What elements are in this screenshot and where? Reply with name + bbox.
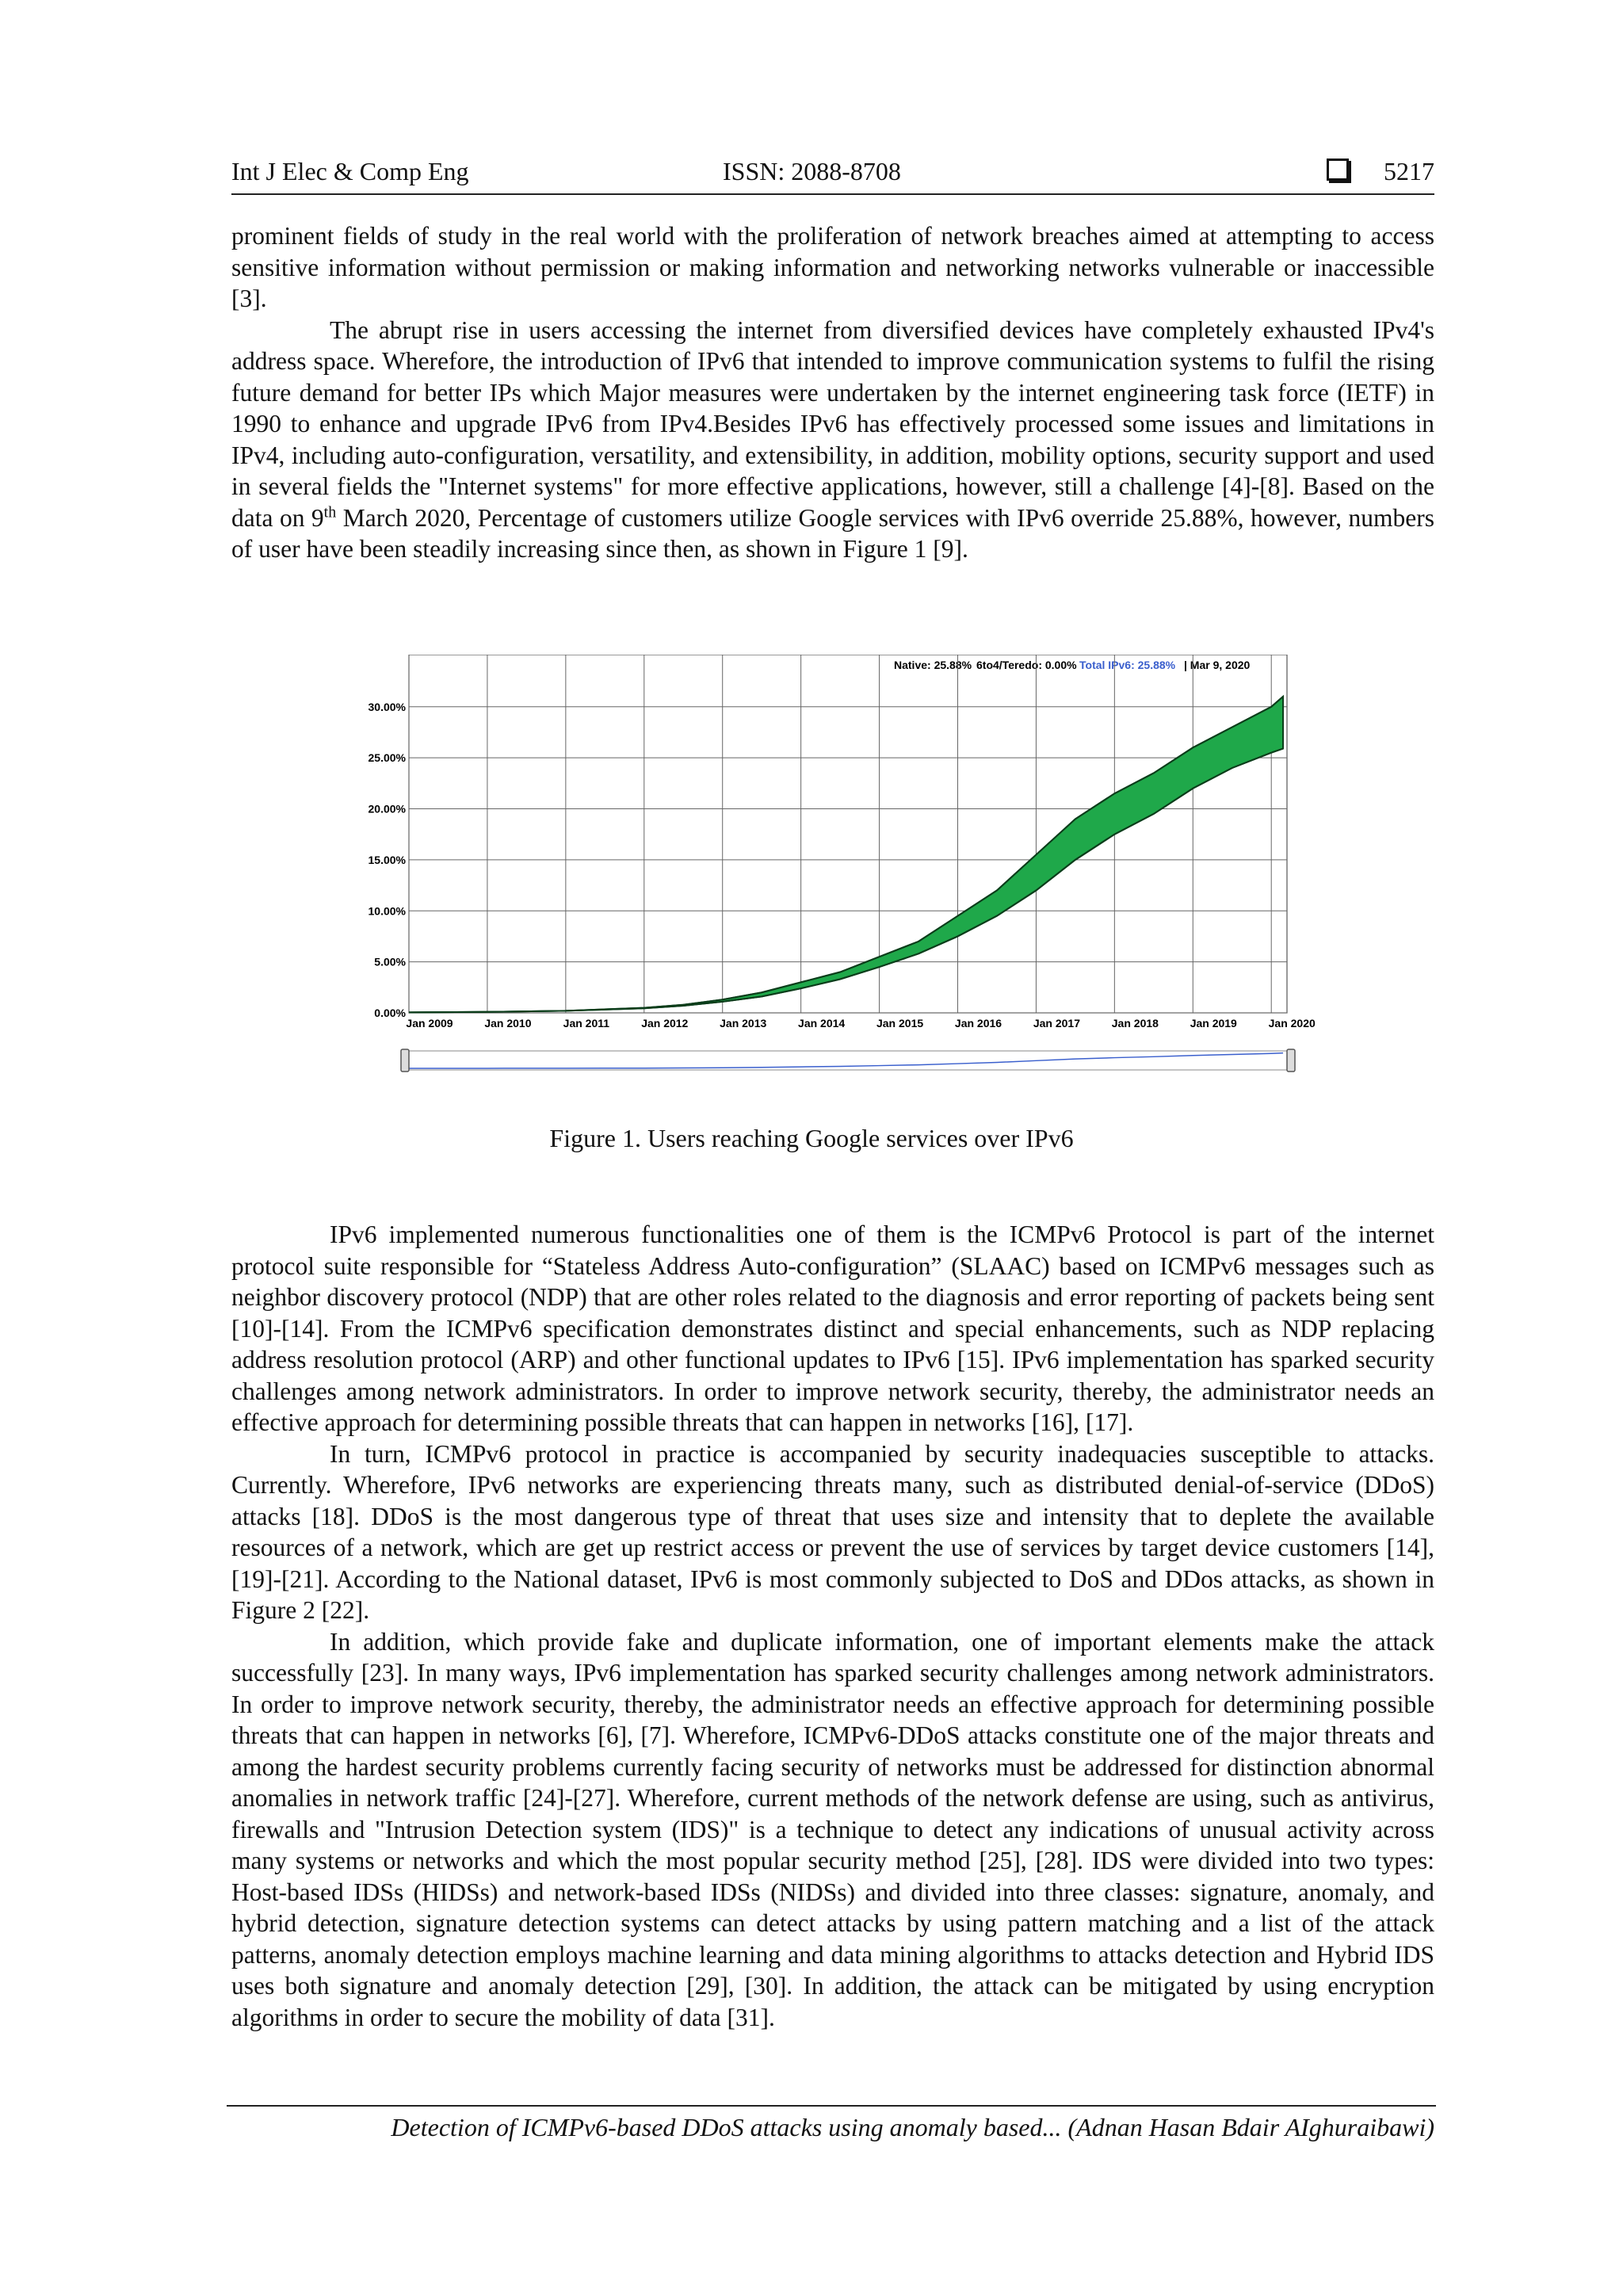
navigator-left-handle[interactable]	[401, 1049, 409, 1072]
ipv6-adoption-chart	[349, 655, 1316, 1098]
navigator-series-line	[409, 1053, 1283, 1068]
x-tick-label: Jan 2016	[954, 1017, 1002, 1030]
superscript: th	[323, 503, 337, 521]
y-tick-label: 25.00%	[368, 751, 406, 765]
series-area-total-ipv6	[409, 697, 1283, 1012]
chart-legend	[894, 659, 1251, 671]
paragraph-text: The abrupt rise in users accessing the internet from diversified devices have completely exhausted IPv4's address space. Wherefore, the introduction of IPv6 that intended to improve communication systems to fulfil the rising future demand for better IPs which Major measures were undertaken by the internet engineering task force (IETF) in 1990 to enhance and upgrade IPv6 from IPv4.Besides IPv6 has effectively processed some issues and limitations in IPv4, including auto-configuration, versatility, and extensibility, in addition, mobility options, security support and used in several fields the "Internet systems" for more effective applications, however, still a challenge [4]-[8]. Based on the data on 9	[231, 315, 1434, 532]
x-tick-label: Jan 2019	[1190, 1017, 1237, 1030]
y-tick-label: 0.00%	[374, 1007, 406, 1019]
legend-date: | Mar 9, 2020	[1184, 659, 1251, 671]
legend-teredo: 6to4/Teredo: 0.00%	[976, 659, 1077, 671]
navigator-right-handle[interactable]	[1287, 1049, 1295, 1072]
x-tick-label: Jan 2013	[720, 1017, 767, 1030]
x-tick-label: Jan 2012	[641, 1017, 689, 1030]
legend-total: Total IPv6: 25.88%	[1079, 659, 1176, 671]
x-tick-label: Jan 2011	[563, 1017, 610, 1030]
y-tick-label: 30.00%	[368, 700, 406, 713]
x-axis	[406, 1017, 1316, 1030]
navigator-track	[406, 1051, 1290, 1070]
paragraph-text: March 2020, Percentage of customers utilize Google services with IPv6 override 25.88%, however, numbers of user have been steadily increasing since then, as shown in Figure 1 [9].	[231, 503, 1434, 563]
legend-native: Native: 25.88%	[894, 659, 972, 671]
x-tick-label: Jan 2018	[1111, 1017, 1159, 1030]
x-tick-label: Jan 2020	[1268, 1017, 1316, 1030]
text-block-bottom	[231, 1219, 1434, 2033]
page-number-group	[1327, 157, 1434, 186]
figure-ipv6-chart	[349, 655, 1316, 1098]
footer-rule	[227, 2105, 1436, 2107]
range-navigator[interactable]	[401, 1049, 1295, 1072]
y-tick-label: 10.00%	[368, 904, 406, 918]
x-tick-label: Jan 2010	[484, 1017, 532, 1030]
paragraph	[231, 315, 1434, 565]
figure-caption: Figure 1. Users reaching Google services over IPv6	[549, 1124, 1074, 1152]
chart-series	[409, 697, 1283, 1012]
square-bullet-icon	[1327, 159, 1349, 181]
x-tick-label: Jan 2015	[876, 1017, 924, 1030]
series-line-high	[409, 697, 1283, 1012]
y-tick-label: 15.00%	[368, 853, 406, 866]
paragraph: In addition, which provide fake and duplicate information, one of important elements make the attack successfully [23]. In many ways, IPv6 implementation has sparked security challenges among network administrators. In order to improve network security, thereby, the administrator needs an effective approach for determining possible threats that can happen in networks [6], [7]. Wherefore, ICMPv6-DDoS attacks constitute one of the major threats and among the hardest security problems currently facing security of networks must be addressed for distinction abnormal anomalies in network traffic [24]-[27]. Wherefore, current methods of the network defense are using, such as antivirus, firewalls and "Intrusion Detection system (IDS)" is a technique to detect any indications of unusual activity across many systems or networks and which the most popular security method [25], [28]. IDS were divided into two types: Host-based IDSs (HIDSs) and network-based IDSs (NIDSs) and divided into three classes: signature, anomaly, and hybrid detection, signature detection systems can detect attacks by using pattern matching and a list of the attack patterns, anomaly detection employs machine learning and data mining algorithms to attacks detection and Hybrid IDS uses both signature and anomaly detection [29], [30]. In addition, the attack can be mitigated by using encryption algorithms in order to secure the mobility of data [31].	[231, 1627, 1434, 2031]
running-footer: Detection of ICMPv6-based DDoS attacks using anomaly based... (Adnan Hasan Bdair AIghuraibawi)	[391, 2113, 1434, 2141]
paragraph: In turn, ICMPv6 protocol in practice is accompanied by security inadequacies susceptible to attacks. Currently. Wherefore, IPv6 networks are experiencing threats many, such as distributed denial-of-service (DDoS) attacks [18]. DDoS is the most dangerous type of threat that uses size and intensity that to deplete the available resources of a network, which are get up restrict access or prevent the use of services by target device customers [14], [19]-[21]. According to the National dataset, IPv6 is most commonly subjected to DoS and DDos attacks, as shown in Figure 2 [22].	[231, 1439, 1434, 1624]
running-header	[231, 155, 1434, 195]
x-tick-label: Jan 2009	[406, 1017, 453, 1030]
page-number: 5217	[1384, 157, 1434, 185]
y-tick-label: 5.00%	[374, 955, 406, 968]
journal-name: Int J Elec & Comp Eng	[231, 157, 469, 185]
paragraph: IPv6 implemented numerous functionalities one of them is the ICMPv6 Protocol is part of the internet protocol suite responsible for “Stateless Address Auto-configuration” (SLAAC) based on ICMPv6 messages such as neighbor discovery protocol (NDP) that are other roles related to the diagnosis and error reporting of packets being sent [10]-[14]. From the ICMPv6 specification demonstrates distinct and special enhancements, such as NDP replacing address resolution protocol (ARP) and other functional updates to IPv6 [15]. IPv6 implementation has sparked security challenges among network administrators. In order to improve network security, thereby, the administrator needs an effective approach for determining possible threats that can happen in networks [16], [17].	[231, 1221, 1434, 1436]
issn: ISSN: 2088-8708	[723, 157, 901, 185]
x-tick-label: Jan 2017	[1033, 1017, 1081, 1030]
plot-frame	[409, 655, 1287, 1013]
text-block-top	[231, 220, 1434, 565]
chart-grid	[409, 655, 1287, 1013]
y-tick-label: 20.00%	[368, 802, 406, 816]
y-axis	[369, 701, 407, 1019]
paragraph: prominent fields of study in the real world with the proliferation of network breaches aimed at attempting to access sensitive information without permission or making information and networking networks vulnerable or inaccessible [3].	[231, 222, 1434, 312]
x-tick-label: Jan 2014	[798, 1017, 846, 1030]
